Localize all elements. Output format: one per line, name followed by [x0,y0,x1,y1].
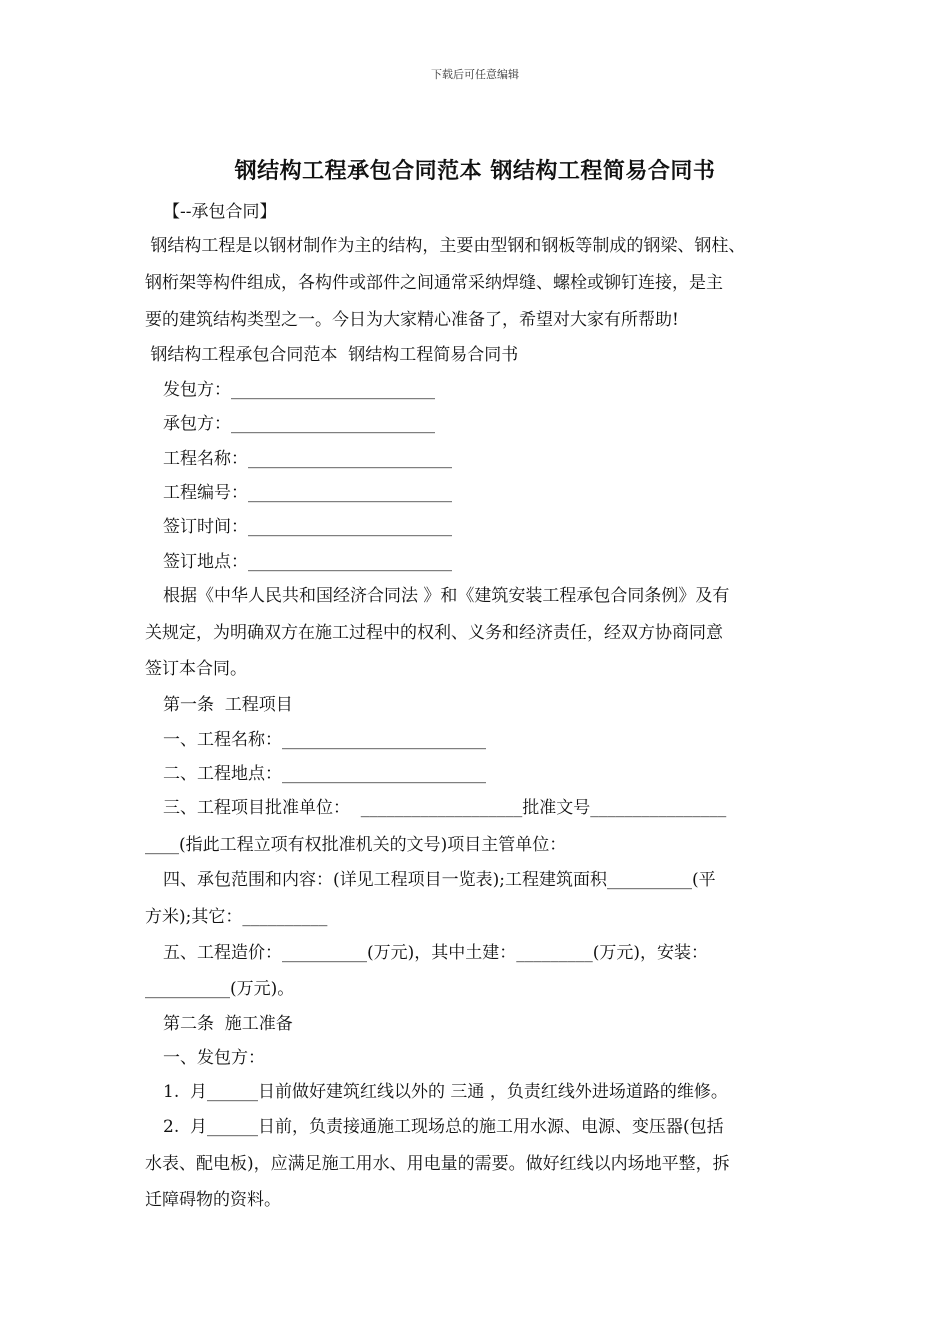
doc-line: 水表、配电板)，应满足施工用水、用电量的需要。做好红线以内场地平整，拆 [145,1154,730,1174]
doc-line: 五、工程造价：__________(万元)，其中土建：_________(万元)，安装： [163,943,709,963]
doc-line: 签订地点：________________________ [163,552,452,572]
doc-line: __________(万元)。 [145,979,295,999]
doc-line: 1. 月______日前做好建筑红线以外的 三通 ，负责红线外进场道路的维修。 [163,1082,728,1102]
doc-line: 根据《中华人民共和国经济合同法 》和《建筑安装工程承包合同条例》及有 [163,586,730,606]
document-title: 钢结构工程承包合同范本 钢结构工程简易合同书 [234,158,716,184]
doc-line: ____(指此工程立项有权批准机关的文号)项目主管单位： [145,835,567,855]
doc-line: 三、工程项目批准单位： ___________________批准文号________________ [163,798,727,818]
doc-line: 发包方：________________________ [163,380,435,400]
doc-line: 【--承包合同】 [163,202,277,222]
doc-line: 方米);其它：__________ [145,907,328,927]
doc-line: 钢桁架等构件组成，各构件或部件之间通常采纳焊缝、螺栓或铆钉连接，是主 [145,273,723,293]
doc-line: 第二条 施工准备 [163,1014,293,1034]
doc-line: 四、承包范围和内容：(详见工程项目一览表);工程建筑面积__________(平 [163,870,716,890]
page-header: 下载后可任意编辑 [431,68,519,81]
doc-line: 承包方：________________________ [163,414,435,434]
doc-line: 签订本合同。 [145,659,247,679]
doc-line: 要的建筑结构类型之一。今日为大家精心准备了，希望对大家有所帮助! [145,310,679,330]
doc-line: 签订时间：________________________ [163,517,452,537]
doc-line: 钢结构工程是以钢材制作为主的结构，主要由型钢和钢板等制成的钢梁、钢柱、 [145,236,746,256]
doc-line: 工程名称：________________________ [163,449,452,469]
doc-line: 关规定，为明确双方在施工过程中的权利、义务和经济责任，经双方协商同意 [145,623,723,643]
doc-line: 2. 月______日前，负责接通施工现场总的施工用水源、电源、变压器(包括 [163,1117,724,1137]
doc-line: 钢结构工程承包合同范本 钢结构工程简易合同书 [145,345,519,365]
doc-line: 一、发包方： [163,1048,265,1068]
doc-line: 迁障碍物的资料。 [145,1190,281,1210]
doc-line: 二、工程地点：________________________ [163,764,486,784]
doc-line: 工程编号：________________________ [163,483,452,503]
doc-line: 第一条 工程项目 [163,695,293,715]
doc-line: 一、工程名称：________________________ [163,730,486,750]
